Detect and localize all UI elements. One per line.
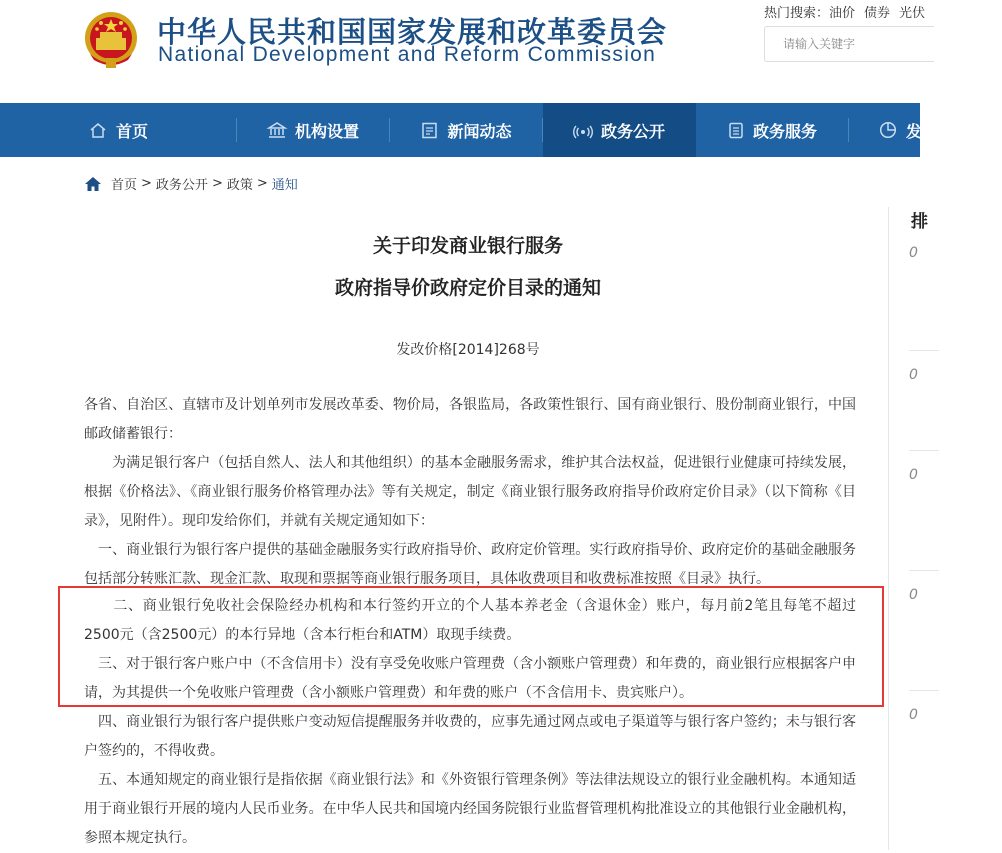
article-paragraph: 二、商业银行免收社会保险经办机构和本行签约开立的个人基本养老金（含退休金）账户，每月前2笔且每笔不超过2500元（含2500元）的本行异地（含本行柜台和ATM）取现手续费。 [84,598,856,643]
sidebar-divider [909,690,939,691]
breadcrumb-notice[interactable]: 通知 [271,178,298,193]
nav-item-label: 机构设置 [294,121,359,141]
article-item-4 [84,708,856,766]
article-item-5 [84,766,856,853]
search-box [764,26,934,62]
article-paragraph: 四、商业银行为银行客户提供账户变动短信提醒服务并收费的，应事先通过网点或电子渠道等与银行客户签约；未与银行客户签约的，不得收费。 [84,714,856,759]
site-header [0,0,926,102]
nav-item-label: 政务公开 [600,121,665,141]
breadcrumb [84,174,298,193]
hot-search-term[interactable]: 油价 [829,6,856,21]
nav-item-organization[interactable] [237,103,390,157]
chart-icon [879,121,897,139]
right-sidebar [888,207,928,850]
article-paragraph: 一、商业银行为银行客户提供的基础金融服务实行政府指导价、政府定价管理。实行政府指导价、政府定价的基础金融服务包括部分转账汇款、现金汇款、取现和票据等商业银行服务项目，具体收费项目和收费标准按照《目录》执行。 [84,542,856,587]
article-paragraph: 各省、自治区、直辖市及计划单列市发展改革委、物价局，各银监局，各政策性银行、国有商业银行、股份制商业银行，中国邮政储蓄银行： [84,397,856,442]
hot-search [764,2,934,21]
article-paragraph: 五、本通知规定的商业银行是指依据《商业银行法》和《外资银行管理条例》等法律法规设立的银行业金融机构。本通知适用于商业银行开展的境内人民币业务。在中华人民共和国境内经国务院银行业监督管理机构批准设立的其他银行业金融机构，参照本规定执行。 [84,772,856,846]
national-emblem-icon [82,10,140,72]
highlight-box [58,586,884,707]
sidebar-date: 0 [909,467,918,483]
nav-item-home[interactable] [0,103,237,157]
article-recipients [84,391,856,449]
document-number: 发改价格[2014]268号 [396,342,540,358]
sidebar-divider [909,450,939,451]
site-title-cn: 中华人民共和国国家发展和改革委员会 [157,15,668,49]
nav-item-services[interactable] [696,103,849,157]
sidebar-heading: 排 [911,212,928,232]
hot-search-label: 热门搜索： [764,6,830,21]
sidebar-divider [909,570,939,571]
breadcrumb-policy[interactable]: 政策 [226,178,253,193]
hot-search-term[interactable]: 债券 [864,6,891,21]
nav-item-more[interactable] [849,103,1002,157]
nav-item-label: 政务服务 [752,121,817,141]
news-icon [421,122,438,139]
sidebar-date: 0 [909,367,918,383]
site-title-en: National Development and Reform Commission [158,43,657,66]
sidebar-date: 0 [909,245,918,261]
broadcast-icon [574,122,592,139]
sidebar-divider [909,350,939,351]
institution-icon [268,122,286,139]
home-icon [89,122,107,139]
article-title-line2: 政府指导价政府定价目录的通知 [334,277,601,299]
breadcrumb-separator: > [141,176,152,191]
home-icon[interactable] [84,176,102,192]
search-input[interactable] [765,27,934,61]
main-nav [0,103,923,157]
sidebar-date: 0 [909,707,918,723]
article-title-line1: 关于印发商业银行服务 [372,235,563,257]
breadcrumb-government-affairs[interactable]: 政务公开 [155,178,208,193]
nav-item-label: 新闻动态 [447,121,512,141]
sidebar-date: 0 [909,587,918,603]
nav-item-government-affairs[interactable] [543,103,696,157]
article-item-1 [84,536,856,587]
article-paragraph: 为满足银行客户（包括自然人、法人和其他组织）的基本金融服务需求，维护其合法权益，促进银行业健康可持续发展，根据《价格法》、《商业银行服务价格管理办法》等有关规定，制定《商业银行服务政府指导价政府定价目录》（以下简称《目录》，见附件）。现印发给你们，并就有关规定通知如下： [84,455,856,529]
hot-search-term[interactable]: 光伏 [899,6,926,21]
nav-item-label: 发 [906,121,923,141]
article-paragraph: 三、对于银行客户账户中（不含信用卡）没有享受免收账户管理费（含小额账户管理费）和年费的，商业银行应根据客户申请，为其提供一个免收账户管理费（含小额账户管理费）和年费的账户（不含信用卡、贵宾账户）。 [84,656,856,701]
nav-item-news[interactable] [390,103,543,157]
breadcrumb-separator: > [256,176,268,191]
nav-item-label: 首页 [115,121,148,141]
article-intro [84,449,856,536]
document-icon [728,122,744,139]
breadcrumb-home[interactable]: 首页 [111,178,138,193]
breadcrumb-separator: > [211,176,223,191]
